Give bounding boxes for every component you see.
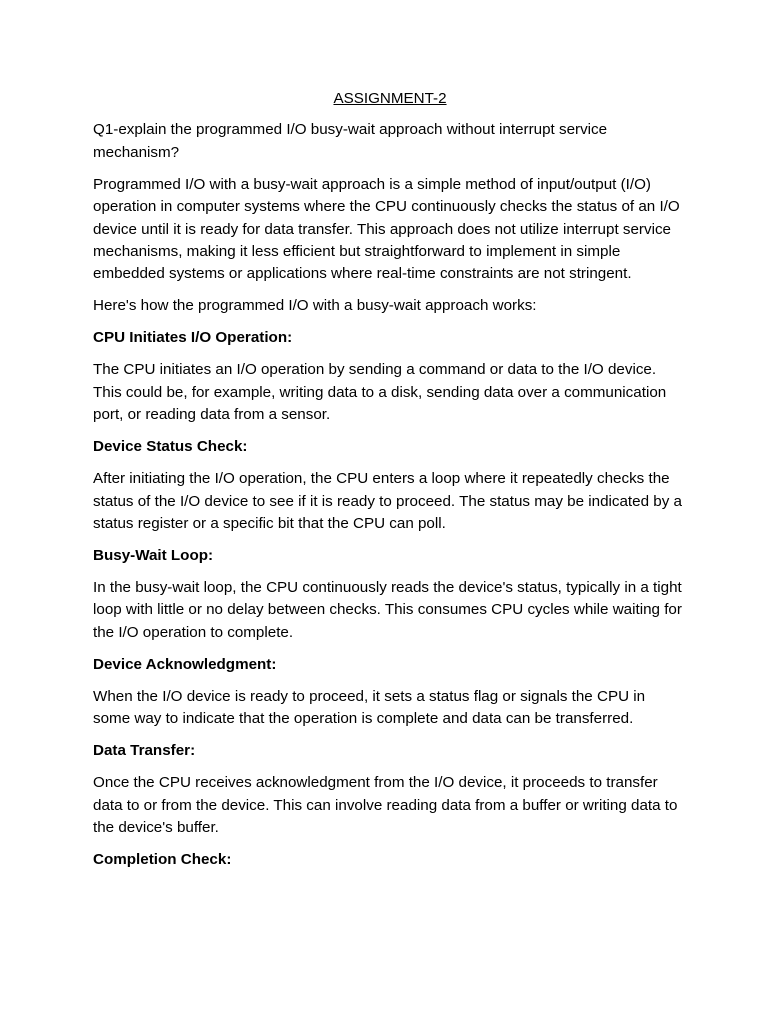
question-text: Q1-explain the programmed I/O busy-wait approach without interrupt service mechanism? [93, 121, 608, 161]
section-body-busy-wait-loop: In the busy-wait loop, the CPU continuously reads the device's status, typically in a tight loop with little or no delay between checks. This consumes CPU cycles while waiting for the I/O operation to complete. [93, 579, 682, 641]
section-heading-device-acknowledgment: Device Acknowledgment: [93, 655, 277, 673]
section-heading-device-status-check: Device Status Check: [93, 438, 248, 456]
intro-paragraph: Programmed I/O with a busy-wait approach is a simple method of input/output (I/O) operation in computer systems where the CPU continuously checks the status of an I/O device until it is ready for data transfer. This approach does not utilize interrupt service mechanisms, making it less efficient but straightforward to implement in simple embedded systems or applications where real-time constraints are not stringent. [93, 175, 680, 283]
section-body-data-transfer: Once the CPU receives acknowledgment from the I/O device, it proceeds to transfer data to or from the device. This can involve reading data from a buffer or writing data to the device's buffer. [93, 774, 678, 837]
document-title: ASSIGNMENT-2 [333, 90, 447, 107]
section-body-cpu-initiates: The CPU initiates an I/O operation by sending a command or data to the I/O device. This could be, for example, writing data to a disk, sending data over a communication port, or reading data from a sensor. [93, 361, 667, 424]
section-heading-busy-wait-loop: Busy-Wait Loop: [93, 547, 214, 565]
lead-in-paragraph: Here's how the programmed I/O with a busy-wait approach works: [93, 297, 537, 315]
section-heading-completion-check: Completion Check: [93, 851, 232, 869]
section-body-device-acknowledgment: When the I/O device is ready to proceed, it sets a status flag or signals the CPU in some way to indicate that the operation is complete and data can be transferred. [93, 687, 646, 728]
section-heading-data-transfer: Data Transfer: [93, 742, 196, 760]
section-body-device-status-check: After initiating the I/O operation, the CPU enters a loop where it repeatedly checks the status of the I/O device to see if it is ready to proceed. The status may be indicated by a status register or a specific bit that the CPU can poll. [93, 470, 682, 533]
section-heading-cpu-initiates: CPU Initiates I/O Operation: [93, 329, 293, 347]
document-body [93, 88, 683, 881]
